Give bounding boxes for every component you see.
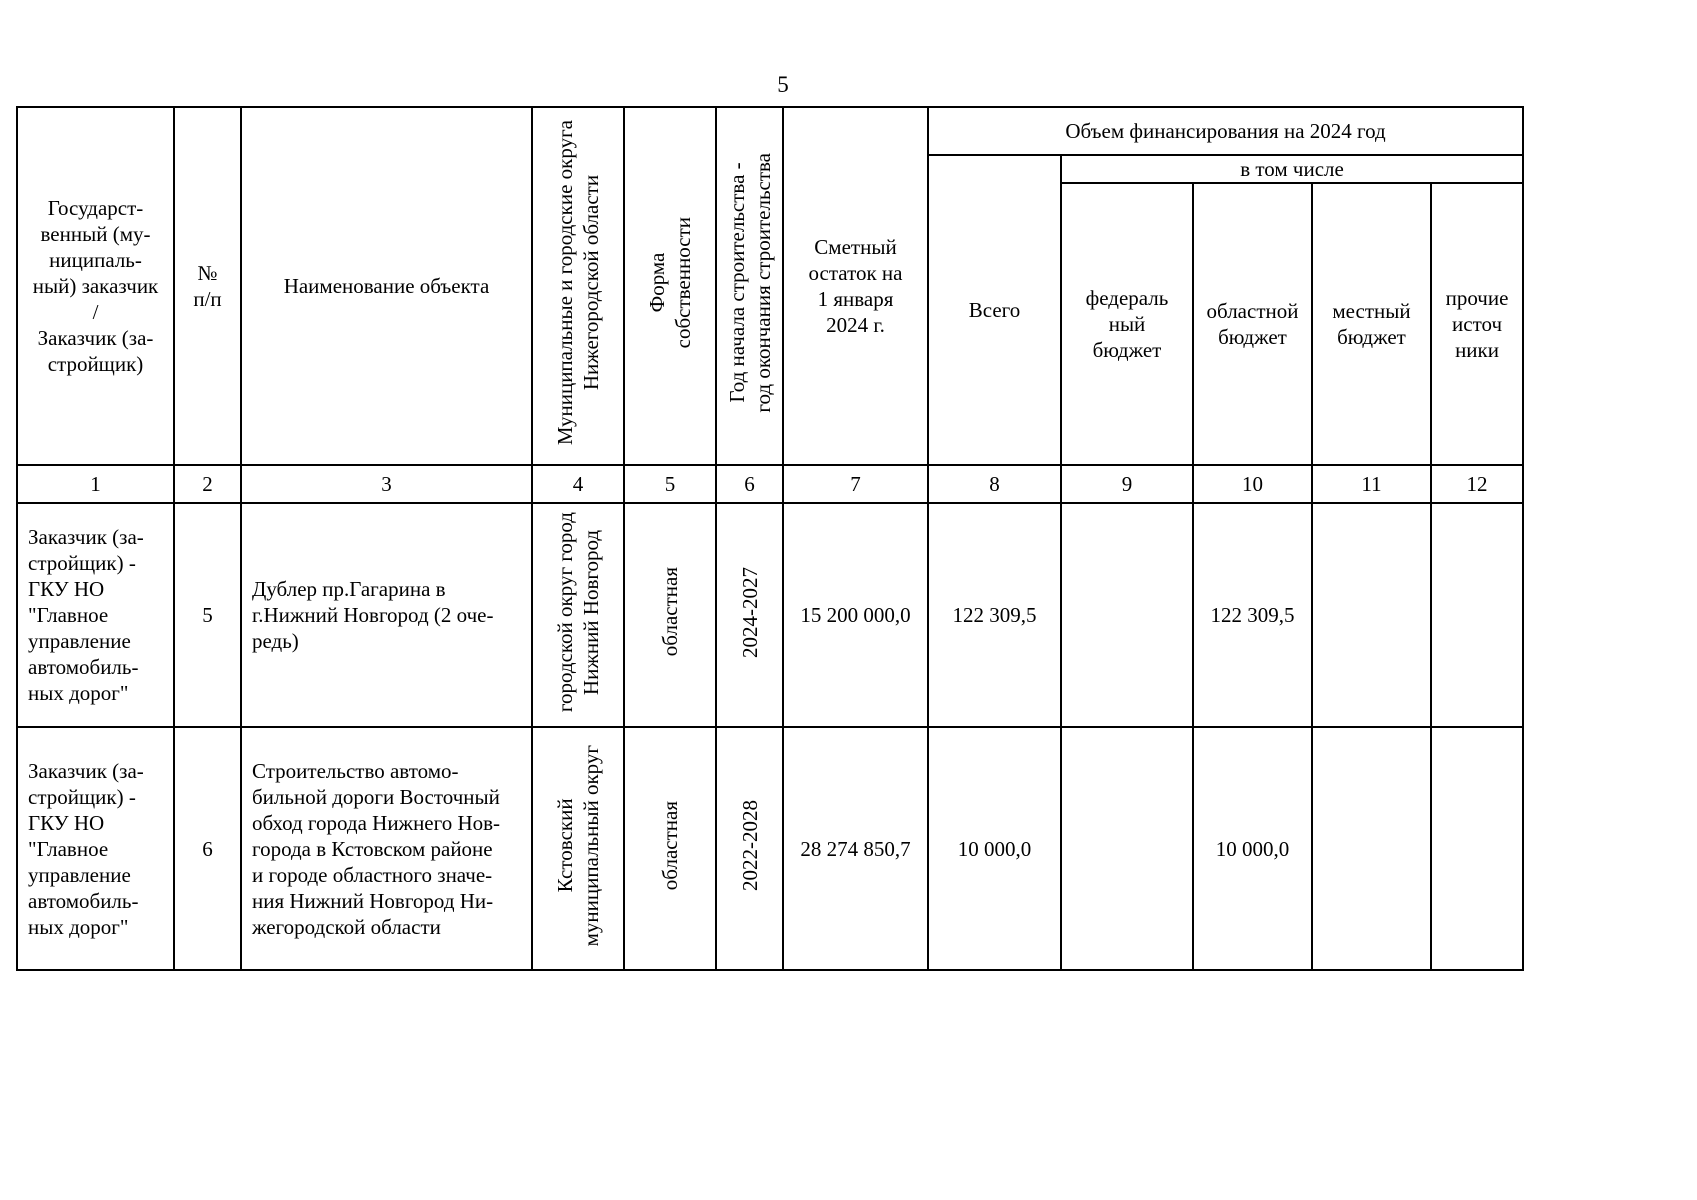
years-cell: 2024-2027 (716, 503, 783, 727)
regional-cell: 10 000,0 (1193, 727, 1312, 970)
municipality-cell: Кстовский муниципальный округ (532, 727, 624, 970)
column-number-row (17, 465, 1523, 503)
row-number-cell: 5 (174, 503, 241, 727)
ownership-cell: областная (624, 727, 716, 970)
header-ownership: Форма собственности (624, 107, 716, 465)
header-estimated-balance: Сметный остаток на 1 января 2024 г. (783, 107, 928, 465)
regional-cell: 122 309,5 (1193, 503, 1312, 727)
federal-cell (1061, 503, 1193, 727)
header-funding-group: Объем финансирования на 2024 год (928, 107, 1523, 155)
years-cell: 2022-2028 (716, 727, 783, 970)
column-number: 10 (1193, 465, 1312, 503)
customer-cell: Заказчик (за- стройщик) - ГКУ НО "Главное управление автомобиль- ных дорог" (17, 503, 174, 727)
header-federal: федераль ный бюджет (1061, 183, 1193, 465)
column-number: 1 (17, 465, 174, 503)
estimated-balance-cell: 28 274 850,7 (783, 727, 928, 970)
header-regional: областной бюджет (1193, 183, 1312, 465)
total-cell: 122 309,5 (928, 503, 1061, 727)
header-including: в том числе (1061, 155, 1523, 183)
column-number: 8 (928, 465, 1061, 503)
column-number: 3 (241, 465, 532, 503)
row-number-cell: 6 (174, 727, 241, 970)
header-other: прочие источ ники (1431, 183, 1523, 465)
object-name-cell: Строительство автомо- бильной дороги Восточный обход города Нижнего Нов- города в Кстовском районе и городе областного значе- ния Нижний Новгород Ни- жегородской области (241, 727, 532, 970)
ownership-cell: областная (624, 503, 716, 727)
other-cell (1431, 503, 1523, 727)
page-number: 5 (777, 72, 789, 97)
column-number: 6 (716, 465, 783, 503)
header-object-name: Наименование объекта (241, 107, 532, 465)
header-number: № п/п (174, 107, 241, 465)
header-years: Год начала строительства - год окончания строительства (716, 107, 783, 465)
local-cell (1312, 503, 1431, 727)
column-number: 12 (1431, 465, 1523, 503)
header-local: местный бюджет (1312, 183, 1431, 465)
header-total: Всего (928, 155, 1061, 465)
object-name-cell: Дублер пр.Гагарина в г.Нижний Новгород (2 оче- редь) (241, 503, 532, 727)
header-customer: Государст- венный (му- ниципаль- ный) заказчик / Заказчик (за- стройщик) (17, 107, 174, 465)
federal-cell (1061, 727, 1193, 970)
header-municipality: Муниципальные и городские округа Нижегородской области (532, 107, 624, 465)
table-row (17, 727, 1523, 970)
column-number: 7 (783, 465, 928, 503)
header-row-top (17, 107, 1523, 155)
column-number: 9 (1061, 465, 1193, 503)
estimated-balance-cell: 15 200 000,0 (783, 503, 928, 727)
column-number: 4 (532, 465, 624, 503)
column-number: 11 (1312, 465, 1431, 503)
column-number: 5 (624, 465, 716, 503)
other-cell (1431, 727, 1523, 970)
construction-funding-table (16, 106, 1524, 971)
customer-cell: Заказчик (за- стройщик) - ГКУ НО "Главное управление автомобиль- ных дорог" (17, 727, 174, 970)
column-number: 2 (174, 465, 241, 503)
table-row (17, 503, 1523, 727)
municipality-cell: городской округ город Нижний Новгород (532, 503, 624, 727)
total-cell: 10 000,0 (928, 727, 1061, 970)
local-cell (1312, 727, 1431, 970)
